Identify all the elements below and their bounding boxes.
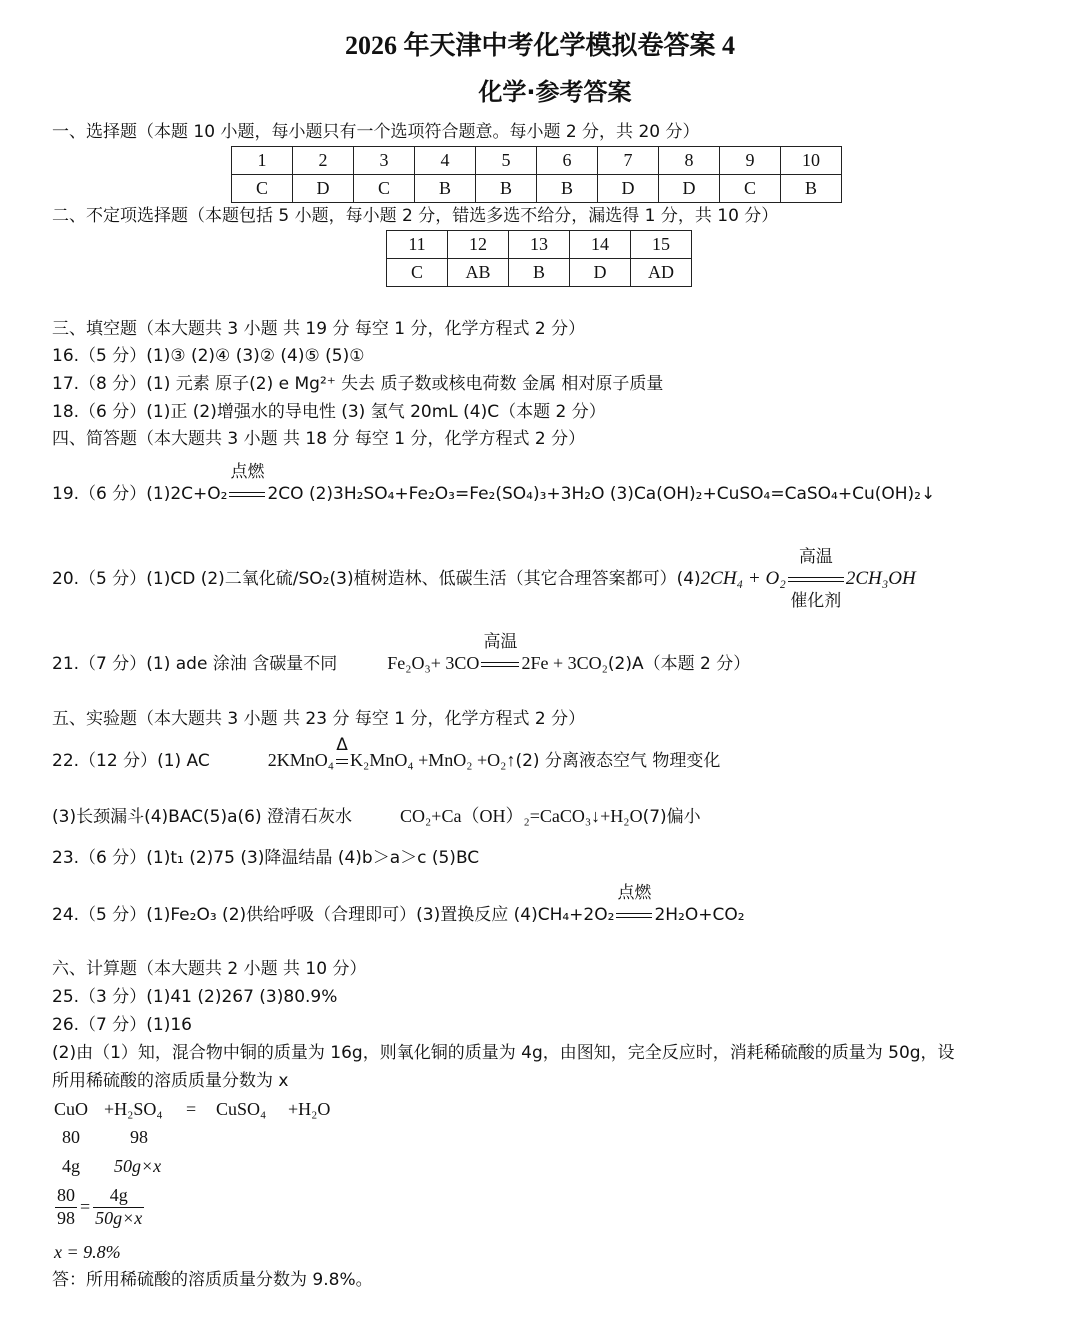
mass-value: 98 [130,1127,148,1147]
q23-answer: 23.（6 分）(1)t₁ (2)75 (3)降温结晶 (4)b＞a＞c (5)BC [52,848,480,868]
answer-cell: D [570,259,631,287]
q20-prefix: 20.（5 分）(1)CD (2)二氧化硫/SO₂(3)植树造林、低碳生活（其它合理答案都可）(4) [52,569,701,589]
q21-suffix: (2)A（本题 2 分） [607,654,751,674]
answer-cell: C [720,175,781,203]
q22-suffix: (2) 分离液态空气 物理变化 [515,751,721,771]
table-row-numbers [232,147,842,175]
q22-lhs: 2KMnO₄ [267,750,335,770]
given-value: 50g×x [114,1156,162,1176]
q19-answer [52,462,936,504]
section2-heading: 二、不定项选择题（本题包括 5 小题，每小题 2 分，错选多选不给分，漏选得 1 分，共 10 分） [52,206,779,226]
question-number-cell: 1 [232,147,293,175]
section5-heading: 五、实验题（本大题共 3 小题 共 23 分 每空 1 分，化学方程式 2 分） [52,709,586,729]
section4-heading: 四、简答题（本大题共 3 小题 共 18 分 每空 1 分，化学方程式 2 分） [52,429,586,449]
q19-rest: 2CO (2)3H₂SO₄+Fe₂O₃=Fe₂(SO₄)₃+3H₂O (3)Ca(OH)₂+CuSO₄=CaSO₄+Cu(OH)₂↓ [267,484,936,504]
question-number-cell: 3 [354,147,415,175]
answer-cell: D [598,175,659,203]
q21-prefix: 21.（7 分）(1) ade 涂油 含碳量不同 [52,654,338,674]
q22-line2-suffix: (7)偏小 [642,807,701,827]
answer-cell: AD [631,259,692,287]
question-number-cell: 6 [537,147,598,175]
eq-term: CuO [54,1099,89,1119]
q26-explanation-line2: 所用稀硫酸的溶质质量分数为 x [52,1071,289,1091]
question-number-cell: 2 [293,147,354,175]
ratio-left: $\frac{80}{98}$ [57,1185,75,1228]
double-equals-sign [788,577,844,582]
q21-rhs: 2Fe + 3CO₂ [521,653,608,673]
q22-line2-prefix: (3)长颈漏斗(4)BAC(5)a(6) 澄清石灰水 [52,807,353,827]
answer-cell: C [387,259,448,287]
molar-mass-row [62,1127,148,1149]
given-row [62,1156,161,1178]
answer-cell: D [293,175,354,203]
mass-value: 80 [62,1127,80,1147]
condition-label: 点燃 [230,462,265,482]
table-row-answers [387,259,692,287]
q18-answer: 18.（6 分）(1)正 (2)增强水的导电性 (3) 氢气 20mL (4)C（本题 2 分） [52,402,606,422]
question-number-cell: 14 [570,231,631,259]
q17-answer: 17.（8 分）(1) 元素 原子(2) e Mg²⁺ 失去 质子数或核电荷数 金属 相对原子质量 [52,374,664,394]
final-answer: 答：所用稀硫酸的溶质质量分数为 9.8%。 [52,1270,373,1290]
q16-answer: 16.（5 分）(1)③ (2)④ (3)② (4)⑤ (5)① [52,346,365,366]
ratio-right: $\frac{4g}{50g\times x}$ [95,1185,143,1228]
eq-term: = [186,1099,197,1119]
q25-answer: 25.（3 分）(1)41 (2)267 (3)80.9% [52,987,338,1007]
equation-row [54,1099,330,1121]
q21-answer [52,632,751,675]
q19-prefix: 19.（6 分）(1)2C+O₂ [52,484,228,504]
answer-cell: B [415,175,476,203]
q24-prefix: 24.（5 分）(1)Fe₂O₃ (2)供给呼吸（合理即可）(3)置换反应 (4)CH₄+2O₂ [52,905,615,925]
reaction-condition [334,735,350,771]
answer-cell: B [509,259,570,287]
question-number-cell: 11 [387,231,448,259]
q24-rhs: 2H₂O+CO₂ [654,905,745,925]
q20-lhs: 2CH₄ + O₂ [700,568,786,589]
q26-explanation-line1: (2)由（1）知，混合物中铜的质量为 16g，则氧化铜的质量为 4g，由图知，完全反应时，消耗稀硫酸的质量为 50g，设 [52,1043,955,1063]
question-number-cell: 9 [720,147,781,175]
q22-answer [52,735,721,772]
answer-cell: B [476,175,537,203]
answer-cell: B [537,175,598,203]
condition-label: Δ [336,735,348,755]
section2-answer-table [386,230,692,287]
question-number-cell: 8 [659,147,720,175]
reaction-condition [614,883,654,925]
reaction-condition [786,547,846,611]
section1-answer-table [231,146,842,203]
q20-rhs: 2CH₃OH [845,568,916,589]
question-number-cell: 4 [415,147,476,175]
page-subtitle: 化学·参考答案 [478,78,632,106]
section3-heading: 三、填空题（本大题共 3 小题 共 19 分 每空 1 分，化学方程式 2 分） [52,319,586,339]
condition-top: 高温 [798,547,833,567]
reaction-condition [479,632,521,674]
eq-term: +H₂SO₄ [104,1099,163,1119]
answer-cell: B [781,175,842,203]
q22-rhs: K₂MnO₄ +MnO₂ +O₂↑ [350,750,516,770]
question-number-cell: 10 [781,147,842,175]
answer-cell: AB [448,259,509,287]
q22-line2-equation: CO₂+Ca（OH）₂=CaCO₃↓+H₂O [400,806,643,826]
answer-cell: C [232,175,293,203]
answer-cell: C [354,175,415,203]
section1-heading: 一、选择题（本题 10 小题，每小题只有一个选项符合题意。每小题 2 分，共 20 分） [52,122,700,142]
double-equals-sign [229,492,265,497]
q22-answer-line2 [52,806,701,828]
condition-label: 高温 [483,632,518,652]
condition-label: 点燃 [617,883,652,903]
table-row-answers [232,175,842,203]
double-equals-sign [616,913,652,918]
q26-answer: 26.（7 分）(1)16 [52,1015,192,1035]
condition-bottom: 催化剂 [790,591,842,611]
double-equals-sign [481,662,519,667]
question-number-cell: 7 [598,147,659,175]
reaction-condition [227,462,267,504]
q20-answer [52,547,916,611]
page-title: 2026 年天津中考化学模拟卷答案 4 [344,31,735,60]
given-value: 4g [62,1156,80,1176]
section6-heading: 六、计算题（本大题共 2 小题 共 10 分） [52,959,367,979]
question-number-cell: 5 [476,147,537,175]
table-row-numbers [387,231,692,259]
result: x = 9.8% [54,1242,121,1262]
ratio-equation: $\frac{80}{98}$ = $\frac{4g}{50g\times x}$ [57,1185,143,1228]
answer-cell: D [659,175,720,203]
eq-term: CuSO₄ [216,1099,267,1119]
eq-term: +H₂O [288,1099,331,1119]
question-number-cell: 15 [631,231,692,259]
q24-answer [52,883,745,925]
q21-lhs: Fe₂O₃+ 3CO [387,653,480,673]
question-number-cell: 13 [509,231,570,259]
double-equals-sign [336,759,348,764]
q22-prefix: 22.（12 分）(1) AC [52,751,210,771]
question-number-cell: 12 [448,231,509,259]
